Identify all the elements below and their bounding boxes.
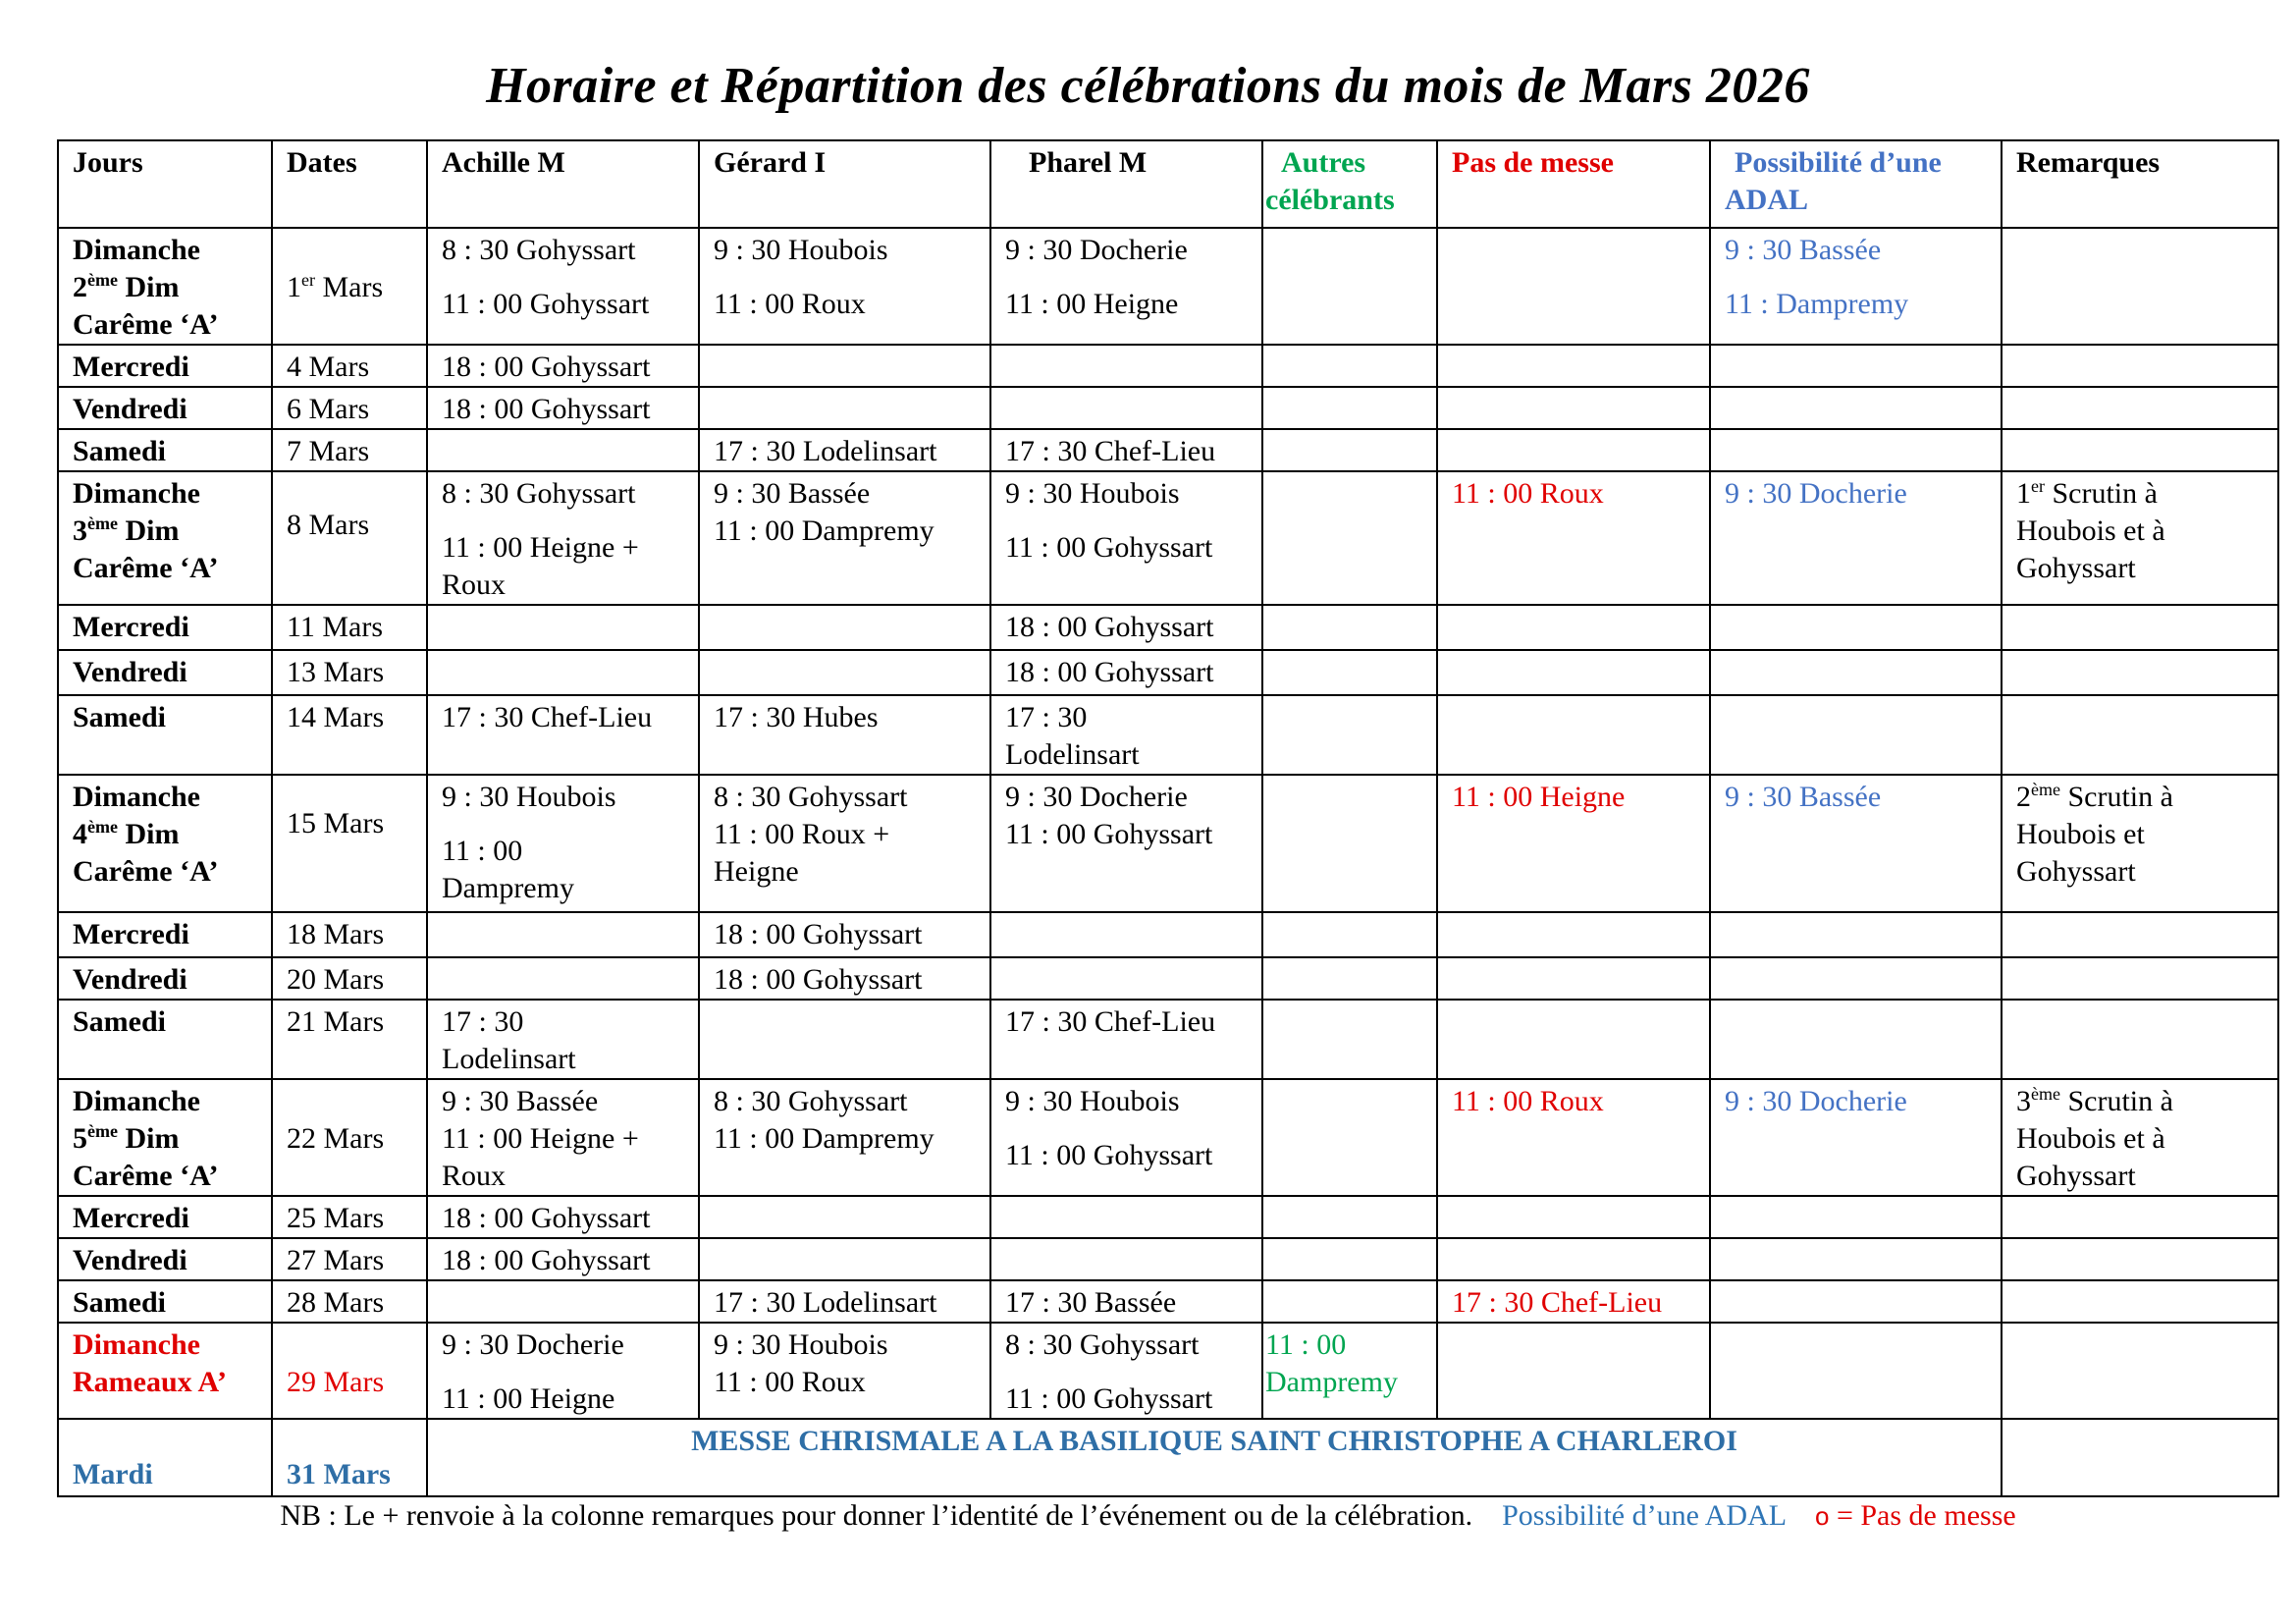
date-cell: 20 Mars <box>272 957 427 1000</box>
footnote <box>0 1499 2296 1533</box>
header-achille: Achille M <box>427 140 699 228</box>
pharel-cell <box>990 1323 1262 1419</box>
adal-cell: 9 : 30 Docherie <box>1710 1079 2002 1196</box>
table-row <box>58 650 2278 695</box>
header-adal <box>1710 140 2002 228</box>
table-row <box>58 605 2278 650</box>
gerard-cell <box>699 605 990 650</box>
date-cell: 11 Mars <box>272 605 427 650</box>
pas-cell <box>1437 1238 1710 1280</box>
date-cell: 14 Mars <box>272 695 427 775</box>
jour-line: Dimanche <box>73 1328 200 1361</box>
mass-entry: 8 : 30 Gohyssart <box>714 781 908 813</box>
mass-entry: 11 : 00 Heigne <box>1005 288 1179 320</box>
gerard-cell: 17 : 30 Hubes <box>699 695 990 775</box>
remark-text: Scrutin à Houbois et à Gohyssart <box>2016 477 2165 584</box>
remarques-cell <box>2002 775 2278 912</box>
footnote-circle-symbol: o <box>1814 1501 1830 1531</box>
achille-cell <box>427 1280 699 1323</box>
date-cell: 15 Mars <box>272 775 427 912</box>
jour-cell: Mercredi <box>58 1196 272 1238</box>
remark-text: Scrutin à Houbois et à Gohyssart <box>2016 1085 2173 1192</box>
pharel-cell <box>990 1079 1262 1196</box>
remark-num: 3 <box>2016 1085 2031 1117</box>
jour-cell <box>58 1079 272 1196</box>
pas-cell <box>1437 1323 1710 1419</box>
pharel-cell: 17 : 30 Bassée <box>990 1280 1262 1323</box>
gerard-cell <box>699 1196 990 1238</box>
gerard-cell <box>699 1000 990 1079</box>
schedule-table <box>57 139 2279 1497</box>
adal-entry: 11 : Dampremy <box>1725 288 1909 320</box>
document-title: Horaire et Répartition des célébrations du mois de Mars 2026 <box>486 58 1810 114</box>
remarques-cell <box>2002 957 2278 1000</box>
mass-entry: 9 : 30 Docherie <box>1005 234 1188 266</box>
pas-cell <box>1437 650 1710 695</box>
header-row <box>58 140 2278 228</box>
header-dates: Dates <box>272 140 427 228</box>
mass-entry: 9 : 30 Docherie <box>442 1328 624 1361</box>
date-cell: 4 Mars <box>272 345 427 387</box>
footnote-text: NB : Le + renvoie à la colonne remarques pour donner l’identité de l’événement ou de la célébration. <box>280 1499 1473 1532</box>
jour-sup: ème <box>87 514 118 533</box>
jour-cell: Mercredi <box>58 912 272 957</box>
pas-cell <box>1437 605 1710 650</box>
table-row <box>58 1238 2278 1280</box>
autres-cell <box>1262 912 1437 957</box>
mass-entry: 11 : 00 Gohyssart <box>1005 818 1213 850</box>
table-row <box>58 1196 2278 1238</box>
pas-cell: 17 : 30 Chef-Lieu <box>1437 1280 1710 1323</box>
pharel-cell: 18 : 00 Gohyssart <box>990 650 1262 695</box>
adal-cell <box>1710 695 2002 775</box>
jour-line <box>73 269 257 306</box>
header-autres <box>1262 140 1437 228</box>
remarques-cell <box>2002 228 2278 345</box>
jour-cell <box>58 1323 272 1419</box>
achille-cell <box>427 471 699 605</box>
jour-line: Dimanche <box>73 781 200 813</box>
date-cell: 28 Mars <box>272 1280 427 1323</box>
autres-cell <box>1262 775 1437 912</box>
jour-line: Carême ‘A’ <box>73 552 219 584</box>
mass-entry: 9 : 30 Houbois <box>442 781 616 813</box>
jour-line: Rameaux A’ <box>73 1366 227 1398</box>
table-row <box>58 387 2278 429</box>
remarques-cell <box>2002 471 2278 605</box>
autres-cell <box>1262 1280 1437 1323</box>
adal-cell <box>1710 957 2002 1000</box>
gerard-cell: 18 : 00 Gohyssart <box>699 912 990 957</box>
jour-sup: ème <box>87 1121 118 1141</box>
table-row <box>58 429 2278 471</box>
achille-cell: 17 : 30 Chef-Lieu <box>427 695 699 775</box>
adal-cell <box>1710 1196 2002 1238</box>
mass-entry: 9 : 30 Bassée <box>442 1085 599 1117</box>
pharel-cell <box>990 957 1262 1000</box>
mass-entry: 11 : 00 Roux + Heigne <box>714 818 890 888</box>
jour-num: 3 <box>73 514 87 547</box>
jour-line: Dimanche <box>73 234 200 266</box>
mass-entry: 11 : 00 Gohyssart <box>1005 1139 1213 1171</box>
remark-num: 2 <box>2016 781 2031 813</box>
pas-cell <box>1437 228 1710 345</box>
date-cell: 18 Mars <box>272 912 427 957</box>
jour-line: Dimanche <box>73 477 200 510</box>
date-cell: 25 Mars <box>272 1196 427 1238</box>
pharel-cell <box>990 775 1262 912</box>
jour-dim: Dim <box>117 818 180 850</box>
adal-cell: 9 : 30 Bassée <box>1710 775 2002 912</box>
autres-cell <box>1262 228 1437 345</box>
jour-dim: Dim <box>117 514 180 547</box>
autres-cell <box>1262 387 1437 429</box>
header-adal-line2: ADAL <box>1725 184 1809 216</box>
header-pas-de-messe: Pas de messe <box>1437 140 1710 228</box>
footnote-adal: Possibilité d’une ADAL <box>1502 1499 1786 1532</box>
adal-cell <box>1710 1238 2002 1280</box>
mass-entry: 9 : 30 Houbois <box>714 234 888 266</box>
mass-entry: 8 : 30 Gohyssart <box>442 234 636 266</box>
jour-line <box>73 513 257 550</box>
adal-cell <box>1710 605 2002 650</box>
remarques-cell <box>2002 387 2278 429</box>
pas-cell <box>1437 912 1710 957</box>
mass-entry: 11 : 00 Gohyssart <box>442 288 650 320</box>
remarques-cell <box>2002 650 2278 695</box>
date-cell: 13 Mars <box>272 650 427 695</box>
mass-entry: 8 : 30 Gohyssart <box>1005 1328 1200 1361</box>
remarques-cell <box>2002 605 2278 650</box>
adal-cell <box>1710 650 2002 695</box>
remark-sup: er <box>2031 476 2045 496</box>
pas-cell <box>1437 1196 1710 1238</box>
jour-line <box>73 1120 257 1158</box>
mass-entry: 9 : 30 Bassée <box>714 477 871 510</box>
mass-entry: 9 : 30 Houbois <box>1005 1085 1180 1117</box>
mass-entry: 8 : 30 Gohyssart <box>442 477 636 510</box>
achille-cell <box>427 1323 699 1419</box>
pharel-cell: 17 : 30 Chef-Lieu <box>990 1000 1262 1079</box>
achille-cell: 18 : 00 Gohyssart <box>427 1196 699 1238</box>
remarques-cell <box>2002 345 2278 387</box>
gerard-cell: 18 : 00 Gohyssart <box>699 957 990 1000</box>
pas-cell <box>1437 695 1710 775</box>
header-adal-line1: Possibilité d’une <box>1735 146 1942 179</box>
adal-cell <box>1710 387 2002 429</box>
chrism-mass-event: MESSE CHRISMALE A LA BASILIQUE SAINT CHRISTOPHE A CHARLEROI <box>427 1419 2002 1496</box>
remark-sup: ème <box>2031 1084 2060 1104</box>
achille-cell: 18 : 00 Gohyssart <box>427 387 699 429</box>
table-row <box>58 1079 2278 1196</box>
mass-entry: 11 : 00 Heigne + Roux <box>442 531 639 601</box>
jour-cell: Vendredi <box>58 957 272 1000</box>
table-row <box>58 775 2278 912</box>
jour-num: 4 <box>73 818 87 850</box>
header-autres-line1: Autres <box>1281 146 1366 179</box>
jour-cell: Mercredi <box>58 605 272 650</box>
mass-entry: 11 : 00 Roux <box>714 1366 866 1398</box>
autres-cell <box>1262 1196 1437 1238</box>
gerard-cell <box>699 471 990 605</box>
jour-cell: Mercredi <box>58 345 272 387</box>
adal-cell <box>1710 912 2002 957</box>
achille-cell: 17 : 30 Lodelinsart <box>427 1000 699 1079</box>
mass-entry: 11 : 00 Dampremy <box>442 835 574 904</box>
autres-cell <box>1262 957 1437 1000</box>
autres-cell <box>1262 650 1437 695</box>
autres-cell <box>1262 605 1437 650</box>
autres-cell <box>1262 471 1437 605</box>
date-cell: 22 Mars <box>272 1079 427 1196</box>
pharel-cell <box>990 228 1262 345</box>
gerard-cell <box>699 1323 990 1419</box>
date-cell: 8 Mars <box>272 471 427 605</box>
mass-entry: 11 : 00 Heigne <box>442 1382 615 1415</box>
mass-entry: 11 : 00 Dampremy <box>714 1122 934 1155</box>
table-row <box>58 228 2278 345</box>
autres-cell <box>1262 429 1437 471</box>
jour-cell: Samedi <box>58 695 272 775</box>
jour-cell <box>58 228 272 345</box>
mass-entry: 8 : 30 Gohyssart <box>714 1085 908 1117</box>
achille-cell <box>427 650 699 695</box>
table-row <box>58 957 2278 1000</box>
remarques-cell <box>2002 1280 2278 1323</box>
pharel-cell: 17 : 30 Chef-Lieu <box>990 429 1262 471</box>
header-jours: Jours <box>58 140 272 228</box>
table-row <box>58 695 2278 775</box>
achille-cell <box>427 957 699 1000</box>
remark-text: Scrutin à Houbois et Gohyssart <box>2016 781 2173 888</box>
jour-cell: Vendredi <box>58 1238 272 1280</box>
jour-cell: Samedi <box>58 429 272 471</box>
jour-sup: ème <box>87 270 118 290</box>
gerard-cell <box>699 1238 990 1280</box>
pas-cell: 11 : 00 Roux <box>1437 1079 1710 1196</box>
achille-cell <box>427 429 699 471</box>
date-month: Mars <box>314 271 384 303</box>
remarques-cell <box>2002 429 2278 471</box>
gerard-cell <box>699 1079 990 1196</box>
adal-cell <box>1710 1000 2002 1079</box>
date-cell <box>272 228 427 345</box>
pharel-cell <box>990 912 1262 957</box>
date-cell: 31 Mars <box>272 1419 427 1496</box>
footnote-pas-de-messe: = Pas de messe <box>1836 1499 2016 1532</box>
table-row <box>58 1280 2278 1323</box>
achille-cell <box>427 912 699 957</box>
gerard-cell <box>699 775 990 912</box>
autres-cell <box>1262 345 1437 387</box>
remark-sup: ème <box>2031 780 2060 799</box>
pharel-cell: 17 : 30 Lodelinsart <box>990 695 1262 775</box>
achille-cell <box>427 228 699 345</box>
jour-cell <box>58 775 272 912</box>
pharel-cell <box>990 1196 1262 1238</box>
autres-cell <box>1262 1238 1437 1280</box>
adal-cell <box>1710 345 2002 387</box>
mass-entry: 11 : 00 Gohyssart <box>1005 531 1213 564</box>
pas-cell <box>1437 1000 1710 1079</box>
remarques-cell <box>2002 1000 2278 1079</box>
mass-entry: 11 : 00 Roux <box>714 288 866 320</box>
adal-cell <box>1710 429 2002 471</box>
pas-cell <box>1437 387 1710 429</box>
jour-line <box>73 816 257 853</box>
jour-line: Carême ‘A’ <box>73 1160 219 1192</box>
table-row <box>58 345 2278 387</box>
mass-entry: 9 : 30 Houbois <box>1005 477 1180 510</box>
achille-cell <box>427 775 699 912</box>
date-num: 1 <box>287 271 301 303</box>
jour-num: 2 <box>73 271 87 303</box>
pas-cell <box>1437 957 1710 1000</box>
remarques-cell <box>2002 912 2278 957</box>
date-cell: 7 Mars <box>272 429 427 471</box>
header-gerard: Gérard I <box>699 140 990 228</box>
date-cell: 27 Mars <box>272 1238 427 1280</box>
adal-cell <box>1710 1280 2002 1323</box>
jour-num: 5 <box>73 1122 87 1155</box>
gerard-cell <box>699 345 990 387</box>
adal-cell <box>1710 228 2002 345</box>
adal-cell: 9 : 30 Docherie <box>1710 471 2002 605</box>
gerard-cell: 17 : 30 Lodelinsart <box>699 1280 990 1323</box>
pharel-cell <box>990 387 1262 429</box>
pas-cell: 11 : 00 Roux <box>1437 471 1710 605</box>
table-row <box>58 1323 2278 1419</box>
jour-line: Dimanche <box>73 1085 200 1117</box>
mass-entry: 11 : 00 Gohyssart <box>1005 1382 1213 1415</box>
achille-cell: 18 : 00 Gohyssart <box>427 345 699 387</box>
jour-cell <box>58 471 272 605</box>
jour-cell: Vendredi <box>58 650 272 695</box>
gerard-cell <box>699 228 990 345</box>
jour-cell: Vendredi <box>58 387 272 429</box>
header-pharel: Pharel M <box>990 140 1262 228</box>
remarques-cell <box>2002 1419 2278 1496</box>
mass-entry: 9 : 30 Docherie <box>1005 781 1188 813</box>
autres-cell <box>1262 1000 1437 1079</box>
jour-dim: Dim <box>117 271 180 303</box>
jour-sup: ème <box>87 817 118 837</box>
achille-cell <box>427 605 699 650</box>
mass-entry: 9 : 30 Houbois <box>714 1328 888 1361</box>
remark-num: 1 <box>2016 477 2031 510</box>
gerard-cell <box>699 387 990 429</box>
pharel-cell <box>990 345 1262 387</box>
autres-cell: 11 : 00 Dampremy <box>1262 1323 1437 1419</box>
adal-cell <box>1710 1323 2002 1419</box>
jour-line: Carême ‘A’ <box>73 308 219 341</box>
gerard-cell: 17 : 30 Lodelinsart <box>699 429 990 471</box>
mass-entry: 11 : 00 Dampremy <box>714 514 934 547</box>
pharel-cell <box>990 1238 1262 1280</box>
remarques-cell <box>2002 1196 2278 1238</box>
header-remarques: Remarques <box>2002 140 2278 228</box>
jour-line: Carême ‘A’ <box>73 855 219 888</box>
jour-cell: Samedi <box>58 1280 272 1323</box>
date-cell: 29 Mars <box>272 1323 427 1419</box>
remarques-cell <box>2002 1323 2278 1419</box>
jour-dim: Dim <box>117 1122 180 1155</box>
date-cell: 6 Mars <box>272 387 427 429</box>
mass-entry: 11 : 00 Heigne + Roux <box>442 1122 639 1192</box>
remarques-cell <box>2002 1079 2278 1196</box>
achille-cell <box>427 1079 699 1196</box>
table-row <box>58 1419 2278 1496</box>
date-cell: 21 Mars <box>272 1000 427 1079</box>
pas-cell: 11 : 00 Heigne <box>1437 775 1710 912</box>
gerard-cell <box>699 650 990 695</box>
table-row <box>58 1000 2278 1079</box>
pharel-cell: 18 : 00 Gohyssart <box>990 605 1262 650</box>
pharel-cell <box>990 471 1262 605</box>
autres-cell <box>1262 1079 1437 1196</box>
remarques-cell <box>2002 695 2278 775</box>
remarques-cell <box>2002 1238 2278 1280</box>
table-row <box>58 471 2278 605</box>
jour-cell: Samedi <box>58 1000 272 1079</box>
achille-cell: 18 : 00 Gohyssart <box>427 1238 699 1280</box>
pas-cell <box>1437 345 1710 387</box>
pas-cell <box>1437 429 1710 471</box>
autres-cell <box>1262 695 1437 775</box>
header-autres-line2: célébrants <box>1265 184 1395 216</box>
date-sup: er <box>301 270 315 290</box>
jour-cell: Mardi <box>58 1419 272 1496</box>
table-row <box>58 912 2278 957</box>
adal-entry: 9 : 30 Bassée <box>1725 234 1882 266</box>
